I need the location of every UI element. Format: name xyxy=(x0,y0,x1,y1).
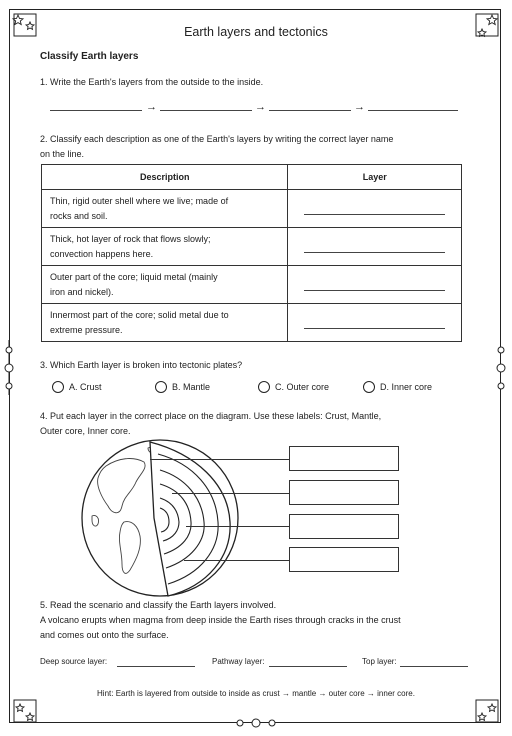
radio-icon[interactable] xyxy=(258,381,270,393)
top-layer-field[interactable] xyxy=(400,666,468,667)
option-crust[interactable]: A. Crust xyxy=(52,381,102,393)
question-5-prompt: 5. Read the scenario and classify the Earth layers involved. A volcano erupts when magma from deep inside the Earth rises through cracks in the crust and comes out onto the surface. xyxy=(40,600,401,640)
row-description: Innermost part of the core; solid metal due to extreme pressure. xyxy=(42,304,288,342)
row-description: Thick, hot layer of rock that flows slowly; convection happens here. xyxy=(42,228,288,266)
leader-line xyxy=(186,526,289,527)
classification-table xyxy=(41,164,462,342)
arrow-icon: → xyxy=(255,101,266,113)
question-2-prompt-line2: on the line. xyxy=(40,149,85,159)
diagram-label-box-4[interactable] xyxy=(289,547,399,572)
radio-icon[interactable] xyxy=(52,381,64,393)
deep-source-field[interactable] xyxy=(117,666,195,667)
layer-answer-field[interactable] xyxy=(288,190,462,228)
leader-line xyxy=(150,459,289,460)
header-description: Description xyxy=(42,165,288,190)
section-title: Classify Earth layers xyxy=(40,51,139,62)
radio-icon[interactable] xyxy=(363,381,375,393)
radio-icon[interactable] xyxy=(155,381,167,393)
leader-line xyxy=(184,560,289,561)
q1-blank-3[interactable] xyxy=(269,110,351,111)
top-layer-label: Top layer: xyxy=(362,657,397,666)
arrow-icon: → xyxy=(354,101,365,113)
row-description: Thin, rigid outer shell where we live; made of rocks and soil. xyxy=(42,190,288,228)
layer-answer-field[interactable] xyxy=(288,228,462,266)
worksheet-title: Earth layers and tectonics xyxy=(184,25,328,39)
option-outer-core[interactable]: C. Outer core xyxy=(258,381,329,393)
diagram-label-box-1[interactable] xyxy=(289,446,399,471)
table-row xyxy=(42,304,462,342)
table-row xyxy=(42,190,462,228)
pathway-field[interactable] xyxy=(269,666,347,667)
earth-cross-section-diagram xyxy=(78,436,243,601)
question-2-prompt-line1: 2. Classify each description as one of the Earth's layers by writing the correct layer name xyxy=(40,134,394,144)
q1-blank-4[interactable] xyxy=(368,110,458,111)
table-header-row xyxy=(42,165,462,190)
question-1-prompt: 1. Write the Earth's layers from the outside to the inside. xyxy=(40,77,264,87)
table-row xyxy=(42,228,462,266)
pathway-label: Pathway layer: xyxy=(212,657,265,666)
leader-line xyxy=(172,493,289,494)
diagram-label-box-3[interactable] xyxy=(289,514,399,539)
deep-source-label: Deep source layer: xyxy=(40,657,108,666)
arrow-icon: → xyxy=(146,101,157,113)
header-layer: Layer xyxy=(288,165,462,190)
option-mantle[interactable]: B. Mantle xyxy=(155,381,210,393)
diagram-label-box-2[interactable] xyxy=(289,480,399,505)
hint-text: Hint: Earth is layered from outside to inside as crust → mantle → outer core → inner core. xyxy=(97,689,415,698)
row-description: Outer part of the core; liquid metal (mainly iron and nickel). xyxy=(42,266,288,304)
q1-blank-1[interactable] xyxy=(50,110,142,111)
table-row xyxy=(42,266,462,304)
question-2-prompt xyxy=(40,132,470,162)
question-3-prompt: 3. Which Earth layer is broken into tectonic plates? xyxy=(40,360,243,370)
layer-answer-field[interactable] xyxy=(288,266,462,304)
question-4-prompt: 4. Put each layer in the correct place on the diagram. Use these labels: Crust, Mantle, Outer core, Inner core. xyxy=(40,411,382,436)
option-inner-core[interactable]: D. Inner core xyxy=(363,381,432,393)
q1-blank-2[interactable] xyxy=(160,110,252,111)
layer-answer-field[interactable] xyxy=(288,304,462,342)
